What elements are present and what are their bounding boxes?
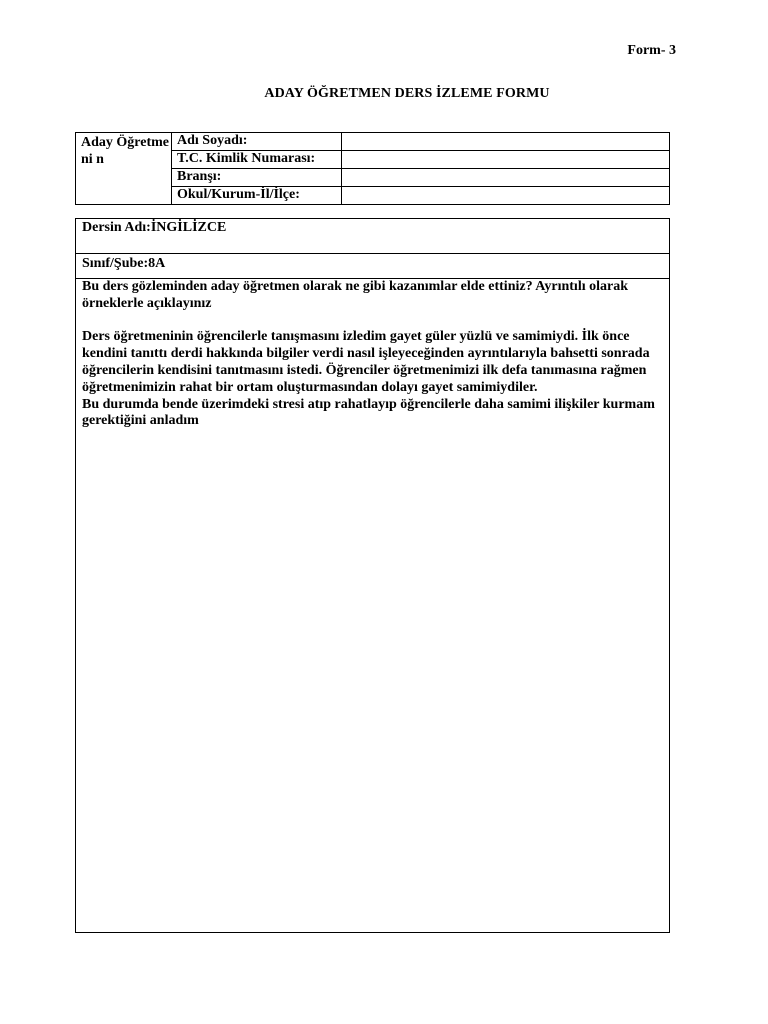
question-text: Bu ders gözleminden aday öğretmen olarak ne gibi kazanımlar elde ettiniz? Ayrıntılı olarak örneklerle açıklayınız <box>82 279 628 311</box>
class-section: Sınıf/Şube:8A <box>76 254 669 279</box>
observation-text-area[interactable] <box>76 279 669 430</box>
lesson-observation-box <box>75 218 670 933</box>
document-title: ADAY ÖĞRETMEN DERS İZLEME FORMU <box>264 86 550 101</box>
school-label: Okul/Kurum-İl/İlçe: <box>172 187 342 205</box>
teacher-info-table <box>75 132 670 205</box>
name-field[interactable] <box>342 133 670 151</box>
course-name: Dersin Adı:İNGİLİZCE <box>76 219 669 254</box>
id-number-label: T.C. Kimlik Numarası: <box>172 151 342 169</box>
form-number: Form- 3 <box>627 43 676 58</box>
branch-label: Branşı: <box>172 169 342 187</box>
id-number-field[interactable] <box>342 151 670 169</box>
table-row <box>76 133 670 151</box>
role-label: Aday Öğretmeni n <box>76 133 172 205</box>
branch-field[interactable] <box>342 169 670 187</box>
answer-paragraph: Ders öğretmeninin öğrencilerle tanışmasını izledim gayet güler yüzlü ve samimiydi. İlk önce kendini tanıttı derdi hakkında bilgiler verdi nasıl işleyeceğinden ayrıntılarıyla bahsetti sonrada öğrencilerin kendisini tanıtmasını istedi. Öğrenciler öğretmenimizi ilk defa tanımasına rağmen öğretmenimizin rahat bir ortam oluşturmasından dolayı gayet samimiydiler. <box>82 329 650 395</box>
name-label: Adı Soyadı: <box>172 133 342 151</box>
school-field[interactable] <box>342 187 670 205</box>
answer-paragraph: Bu durumda bende üzerimdeki stresi atıp rahatlayıp öğrencilerle daha samimi ilişkiler kurmam gerektiğini anladım <box>82 396 655 429</box>
